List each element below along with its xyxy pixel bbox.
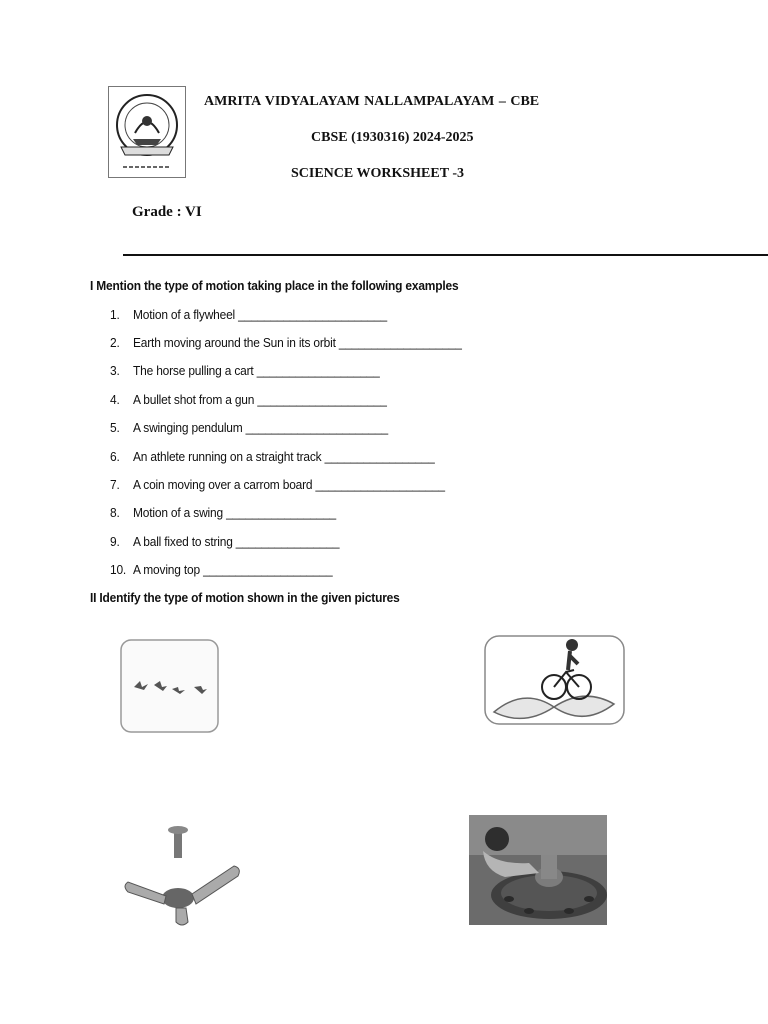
school-logo bbox=[108, 86, 186, 178]
header-divider bbox=[123, 254, 768, 256]
list-item: 3. The horse pulling a cart ___________________ bbox=[110, 363, 380, 378]
list-item: 1. Motion of a flywheel _______________________ bbox=[110, 307, 387, 322]
list-item: 10. A moving top ____________________ bbox=[110, 562, 333, 577]
list-item: 8. Motion of a swing _________________ bbox=[110, 505, 337, 520]
board-code: CBSE (1930316) 2024-2025 bbox=[311, 130, 474, 145]
school-name: AMRITA VIDYALAYAM NALLAMPALAYAM – CBE bbox=[204, 94, 540, 109]
section-1-title: I Mention the type of motion taking place in the following examples bbox=[90, 278, 459, 293]
list-item: 4. A bullet shot from a gun ____________________ bbox=[110, 392, 387, 407]
potters-wheel-picture bbox=[469, 815, 607, 930]
list-item: 7. A coin moving over a carrom board ____________________ bbox=[110, 477, 445, 492]
cyclist-picture bbox=[484, 632, 626, 731]
list-item: 5. A swinging pendulum ______________________ bbox=[110, 420, 388, 435]
ceiling-fan-picture bbox=[118, 820, 246, 935]
grade-label: Grade : VI bbox=[132, 204, 202, 220]
birds-picture bbox=[120, 639, 220, 739]
worksheet-title: SCIENCE WORKSHEET -3 bbox=[291, 166, 464, 181]
list-item: 9. A ball fixed to string ________________ bbox=[110, 534, 340, 549]
list-item: 6. An athlete running on a straight track _________________ bbox=[110, 449, 435, 464]
list-item: 2. Earth moving around the Sun in its orbit ___________________ bbox=[110, 335, 462, 350]
section-2-title: II Identify the type of motion shown in the given pictures bbox=[90, 590, 400, 605]
